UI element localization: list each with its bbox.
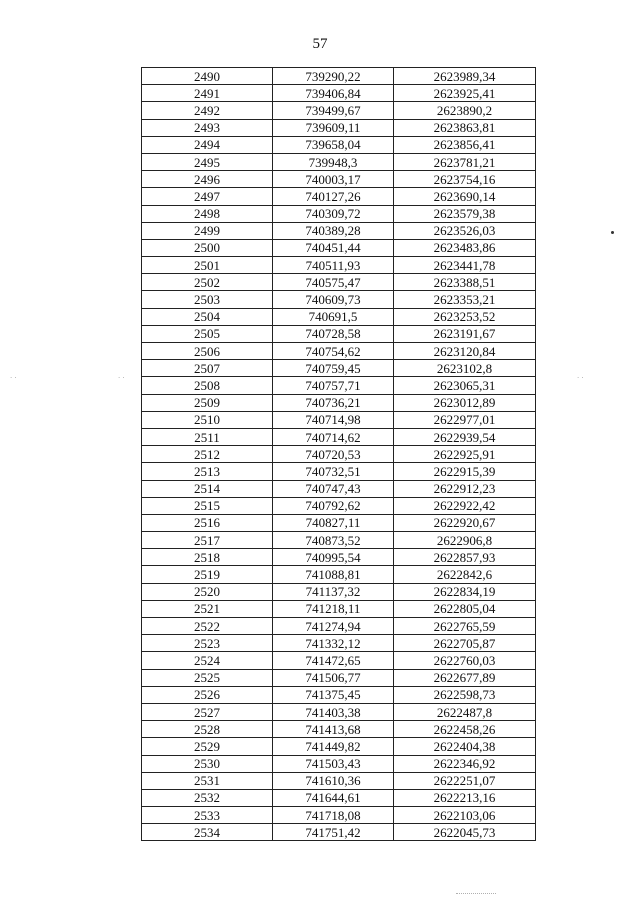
point-number-cell: 2527: [142, 703, 273, 720]
x-coordinate-cell: 740003,17: [273, 171, 394, 188]
point-number-cell: 2506: [142, 343, 273, 360]
x-coordinate-cell: 740759,45: [273, 360, 394, 377]
table-row: [142, 291, 536, 308]
point-number-cell: 2512: [142, 446, 273, 463]
x-coordinate-cell: 741274,94: [273, 618, 394, 635]
y-coordinate-cell: 2623253,52: [394, 308, 536, 325]
point-number-cell: 2524: [142, 652, 273, 669]
x-coordinate-cell: 741449,82: [273, 738, 394, 755]
table-row: [142, 68, 536, 85]
y-coordinate-cell: 2622915,39: [394, 463, 536, 480]
table-row: [142, 171, 536, 188]
table-row: [142, 669, 536, 686]
table-row: [142, 721, 536, 738]
y-coordinate-cell: 2622251,07: [394, 772, 536, 789]
table-row: [142, 532, 536, 549]
table-row: [142, 205, 536, 222]
point-number-cell: 2530: [142, 755, 273, 772]
point-number-cell: 2533: [142, 807, 273, 824]
table-row: [142, 755, 536, 772]
x-coordinate-cell: 740747,43: [273, 480, 394, 497]
point-number-cell: 2521: [142, 600, 273, 617]
y-coordinate-cell: 2622920,67: [394, 514, 536, 531]
table-row: [142, 102, 536, 119]
point-number-cell: 2522: [142, 618, 273, 635]
point-number-cell: 2526: [142, 686, 273, 703]
x-coordinate-cell: 740309,72: [273, 205, 394, 222]
point-number-cell: 2529: [142, 738, 273, 755]
y-coordinate-cell: 2622760,03: [394, 652, 536, 669]
point-number-cell: 2490: [142, 68, 273, 85]
x-coordinate-cell: 739499,67: [273, 102, 394, 119]
point-number-cell: 2492: [142, 102, 273, 119]
x-coordinate-cell: 741503,43: [273, 755, 394, 772]
point-number-cell: 2505: [142, 325, 273, 342]
table-row: [142, 652, 536, 669]
scan-dot: [611, 231, 614, 234]
table-row: [142, 360, 536, 377]
y-coordinate-cell: 2622487,8: [394, 703, 536, 720]
x-coordinate-cell: 740451,44: [273, 239, 394, 256]
coordinates-table-body: [142, 68, 536, 841]
y-coordinate-cell: 2622458,26: [394, 721, 536, 738]
x-coordinate-cell: 740389,28: [273, 222, 394, 239]
y-coordinate-cell: 2622346,92: [394, 755, 536, 772]
table-row: [142, 789, 536, 806]
y-coordinate-cell: 2622925,91: [394, 446, 536, 463]
y-coordinate-cell: 2623120,84: [394, 343, 536, 360]
x-coordinate-cell: 740720,53: [273, 446, 394, 463]
y-coordinate-cell: 2623863,81: [394, 119, 536, 136]
y-coordinate-cell: 2623781,21: [394, 153, 536, 170]
table-row: [142, 343, 536, 360]
table-row: [142, 308, 536, 325]
point-number-cell: 2498: [142, 205, 273, 222]
y-coordinate-cell: 2622677,89: [394, 669, 536, 686]
point-number-cell: 2507: [142, 360, 273, 377]
table-row: [142, 583, 536, 600]
y-coordinate-cell: 2622404,38: [394, 738, 536, 755]
point-number-cell: 2497: [142, 188, 273, 205]
table-row: [142, 703, 536, 720]
table-row: [142, 428, 536, 445]
x-coordinate-cell: 739609,11: [273, 119, 394, 136]
table-row: [142, 738, 536, 755]
point-number-cell: 2511: [142, 428, 273, 445]
y-coordinate-cell: 2623754,16: [394, 171, 536, 188]
table-row: [142, 566, 536, 583]
point-number-cell: 2508: [142, 377, 273, 394]
y-coordinate-cell: 2622977,01: [394, 411, 536, 428]
table-row: [142, 136, 536, 153]
y-coordinate-cell: 2622906,8: [394, 532, 536, 549]
x-coordinate-cell: 741472,65: [273, 652, 394, 669]
table-row: [142, 274, 536, 291]
table-row: [142, 394, 536, 411]
y-coordinate-cell: 2623191,67: [394, 325, 536, 342]
point-number-cell: 2504: [142, 308, 273, 325]
table-row: [142, 411, 536, 428]
point-number-cell: 2496: [142, 171, 273, 188]
point-number-cell: 2534: [142, 824, 273, 841]
page-number: 57: [312, 36, 328, 52]
point-number-cell: 2510: [142, 411, 273, 428]
table-row: [142, 239, 536, 256]
x-coordinate-cell: 740827,11: [273, 514, 394, 531]
table-row: [142, 618, 536, 635]
x-coordinate-cell: 740127,26: [273, 188, 394, 205]
y-coordinate-cell: 2622805,04: [394, 600, 536, 617]
x-coordinate-cell: 739658,04: [273, 136, 394, 153]
x-coordinate-cell: 741413,68: [273, 721, 394, 738]
point-number-cell: 2500: [142, 239, 273, 256]
table-row: [142, 807, 536, 824]
point-number-cell: 2502: [142, 274, 273, 291]
x-coordinate-cell: 741137,32: [273, 583, 394, 600]
point-number-cell: 2491: [142, 85, 273, 102]
y-coordinate-cell: 2622912,23: [394, 480, 536, 497]
table-row: [142, 325, 536, 342]
scan-artifact-left-inner: · ·: [118, 374, 125, 382]
y-coordinate-cell: 2622213,16: [394, 789, 536, 806]
x-coordinate-cell: 740736,21: [273, 394, 394, 411]
table-row: [142, 85, 536, 102]
point-number-cell: 2514: [142, 480, 273, 497]
x-coordinate-cell: 740995,54: [273, 549, 394, 566]
y-coordinate-cell: 2623353,21: [394, 291, 536, 308]
point-number-cell: 2509: [142, 394, 273, 411]
x-coordinate-cell: 739406,84: [273, 85, 394, 102]
x-coordinate-cell: 740714,98: [273, 411, 394, 428]
point-number-cell: 2518: [142, 549, 273, 566]
x-coordinate-cell: 740873,52: [273, 532, 394, 549]
y-coordinate-cell: 2622842,6: [394, 566, 536, 583]
y-coordinate-cell: 2623012,89: [394, 394, 536, 411]
y-coordinate-cell: 2622103,06: [394, 807, 536, 824]
point-number-cell: 2494: [142, 136, 273, 153]
x-coordinate-cell: 740714,62: [273, 428, 394, 445]
y-coordinate-cell: 2622598,73: [394, 686, 536, 703]
table-row: [142, 119, 536, 136]
table-row: [142, 463, 536, 480]
x-coordinate-cell: 741332,12: [273, 635, 394, 652]
x-coordinate-cell: 741610,36: [273, 772, 394, 789]
point-number-cell: 2516: [142, 514, 273, 531]
y-coordinate-cell: 2623483,86: [394, 239, 536, 256]
y-coordinate-cell: 2623065,31: [394, 377, 536, 394]
point-number-cell: 2520: [142, 583, 273, 600]
coordinates-table: [141, 67, 536, 841]
x-coordinate-cell: 739290,22: [273, 68, 394, 85]
y-coordinate-cell: 2622045,73: [394, 824, 536, 841]
y-coordinate-cell: 2623856,41: [394, 136, 536, 153]
x-coordinate-cell: 741375,45: [273, 686, 394, 703]
x-coordinate-cell: 740757,71: [273, 377, 394, 394]
table-row: [142, 635, 536, 652]
point-number-cell: 2532: [142, 789, 273, 806]
x-coordinate-cell: 740609,73: [273, 291, 394, 308]
y-coordinate-cell: 2623102,8: [394, 360, 536, 377]
x-coordinate-cell: 741718,08: [273, 807, 394, 824]
x-coordinate-cell: 741644,61: [273, 789, 394, 806]
table-row: [142, 549, 536, 566]
table-row: [142, 153, 536, 170]
point-number-cell: 2501: [142, 257, 273, 274]
table-row: [142, 257, 536, 274]
y-coordinate-cell: 2623925,41: [394, 85, 536, 102]
x-coordinate-cell: 739948,3: [273, 153, 394, 170]
y-coordinate-cell: 2622939,54: [394, 428, 536, 445]
x-coordinate-cell: 741751,42: [273, 824, 394, 841]
table-row: [142, 480, 536, 497]
point-number-cell: 2515: [142, 497, 273, 514]
y-coordinate-cell: 2623579,38: [394, 205, 536, 222]
y-coordinate-cell: 2622922,42: [394, 497, 536, 514]
x-coordinate-cell: 741218,11: [273, 600, 394, 617]
point-number-cell: 2495: [142, 153, 273, 170]
y-coordinate-cell: 2622705,87: [394, 635, 536, 652]
x-coordinate-cell: 740511,93: [273, 257, 394, 274]
point-number-cell: 2525: [142, 669, 273, 686]
point-number-cell: 2523: [142, 635, 273, 652]
y-coordinate-cell: 2622765,59: [394, 618, 536, 635]
x-coordinate-cell: 740732,51: [273, 463, 394, 480]
x-coordinate-cell: 740575,47: [273, 274, 394, 291]
y-coordinate-cell: 2623388,51: [394, 274, 536, 291]
y-coordinate-cell: 2622857,93: [394, 549, 536, 566]
table-row: [142, 497, 536, 514]
point-number-cell: 2513: [142, 463, 273, 480]
x-coordinate-cell: 740754,62: [273, 343, 394, 360]
point-number-cell: 2519: [142, 566, 273, 583]
table-row: [142, 514, 536, 531]
y-coordinate-cell: 2622834,19: [394, 583, 536, 600]
table-row: [142, 824, 536, 841]
x-coordinate-cell: 741506,77: [273, 669, 394, 686]
scan-artifact-left: · ·: [10, 374, 17, 382]
y-coordinate-cell: 2623989,34: [394, 68, 536, 85]
scan-smudge-bottom: [456, 893, 496, 895]
x-coordinate-cell: 740691,5: [273, 308, 394, 325]
y-coordinate-cell: 2623890,2: [394, 102, 536, 119]
table-row: [142, 600, 536, 617]
table-row: [142, 446, 536, 463]
table-row: [142, 772, 536, 789]
point-number-cell: 2517: [142, 532, 273, 549]
x-coordinate-cell: 740728,58: [273, 325, 394, 342]
y-coordinate-cell: 2623441,78: [394, 257, 536, 274]
table-row: [142, 686, 536, 703]
point-number-cell: 2531: [142, 772, 273, 789]
point-number-cell: 2503: [142, 291, 273, 308]
table-row: [142, 222, 536, 239]
coordinates-table-container: [141, 67, 536, 841]
y-coordinate-cell: 2623690,14: [394, 188, 536, 205]
x-coordinate-cell: 740792,62: [273, 497, 394, 514]
y-coordinate-cell: 2623526,03: [394, 222, 536, 239]
scan-artifact-right: · ·: [577, 374, 584, 382]
table-row: [142, 188, 536, 205]
x-coordinate-cell: 741403,38: [273, 703, 394, 720]
x-coordinate-cell: 741088,81: [273, 566, 394, 583]
table-row: [142, 377, 536, 394]
point-number-cell: 2528: [142, 721, 273, 738]
point-number-cell: 2493: [142, 119, 273, 136]
point-number-cell: 2499: [142, 222, 273, 239]
